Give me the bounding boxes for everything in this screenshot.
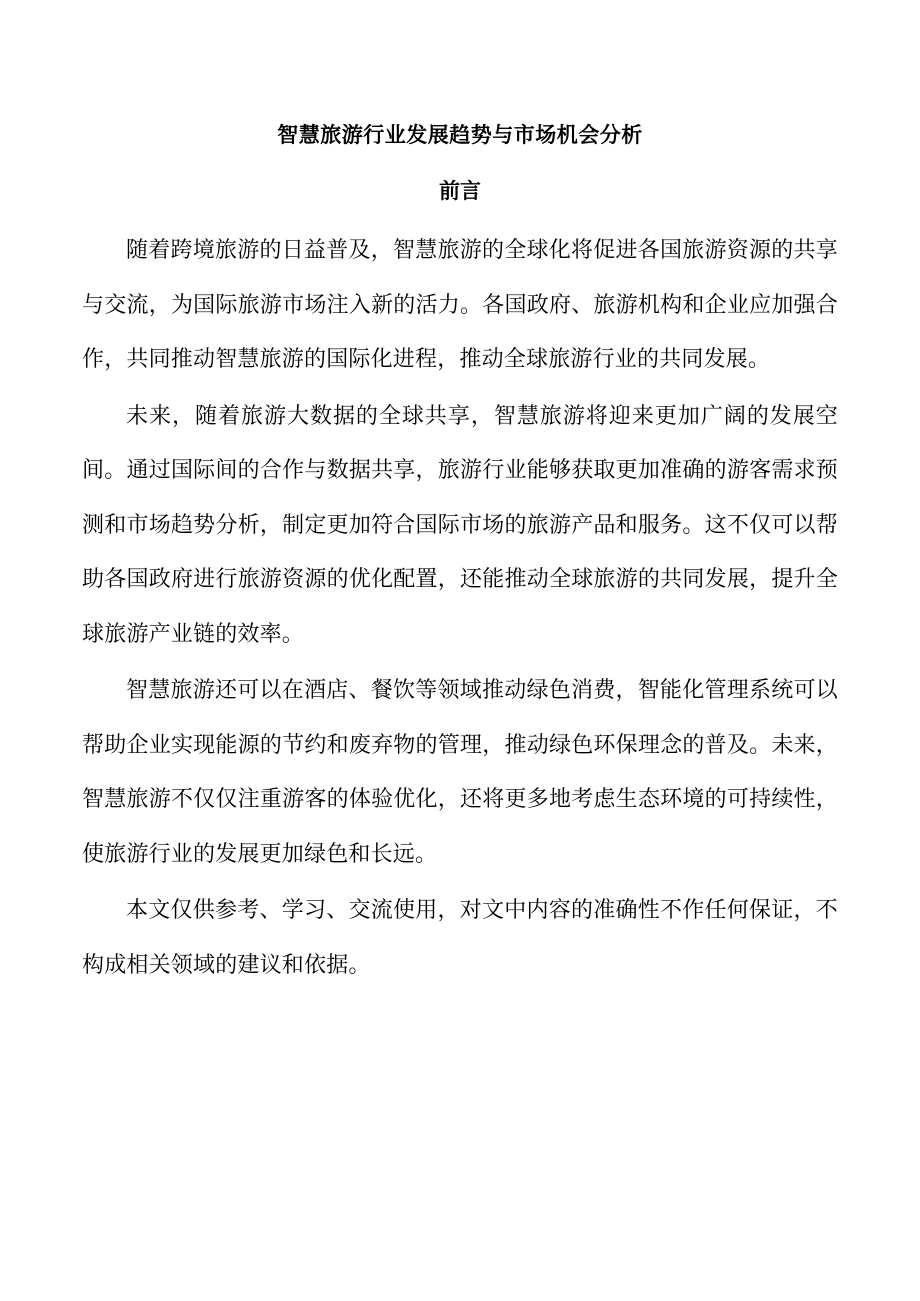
document-title: 智慧旅游行业发展趋势与市场机会分析: [277, 122, 643, 147]
paragraph-2: 未来，随着旅游大数据的全球共享，智慧旅游将迎来更加广阔的发展空间。通过国际间的合作与数据共享，旅游行业能够获取更加准确的游客需求预测和市场趋势分析，制定更加符合国际市场的旅游产品和服务。这不仅可以帮助各国政府进行旅游资源的优化配置，还能推动全球旅游的共同发展，提升全球旅游产业链的效率。: [82, 403, 838, 647]
paragraph-4: 本文仅供参考、学习、交流使用，对文中内容的准确性不作任何保证，不构成相关领域的建议和依据。: [82, 898, 838, 978]
section-heading-preface: 前言: [439, 178, 481, 203]
paragraph-1: 随着跨境旅游的日益普及，智慧旅游的全球化将促进各国旅游资源的共享与交流，为国际旅游市场注入新的活力。各国政府、旅游机构和企业应加强合作，共同推动智慧旅游的国际化进程，推动全球旅游行业的共同发展。: [82, 238, 838, 372]
paragraph-3: 智慧旅游还可以在酒店、餐饮等领域推动绿色消费，智能化管理系统可以帮助企业实现能源的节约和废弃物的管理，推动绿色环保理念的普及。未来，智慧旅游不仅仅注重游客的体验优化，还将更多地考虑生态环境的可持续性，使旅游行业的发展更加绿色和长远。: [82, 678, 838, 867]
